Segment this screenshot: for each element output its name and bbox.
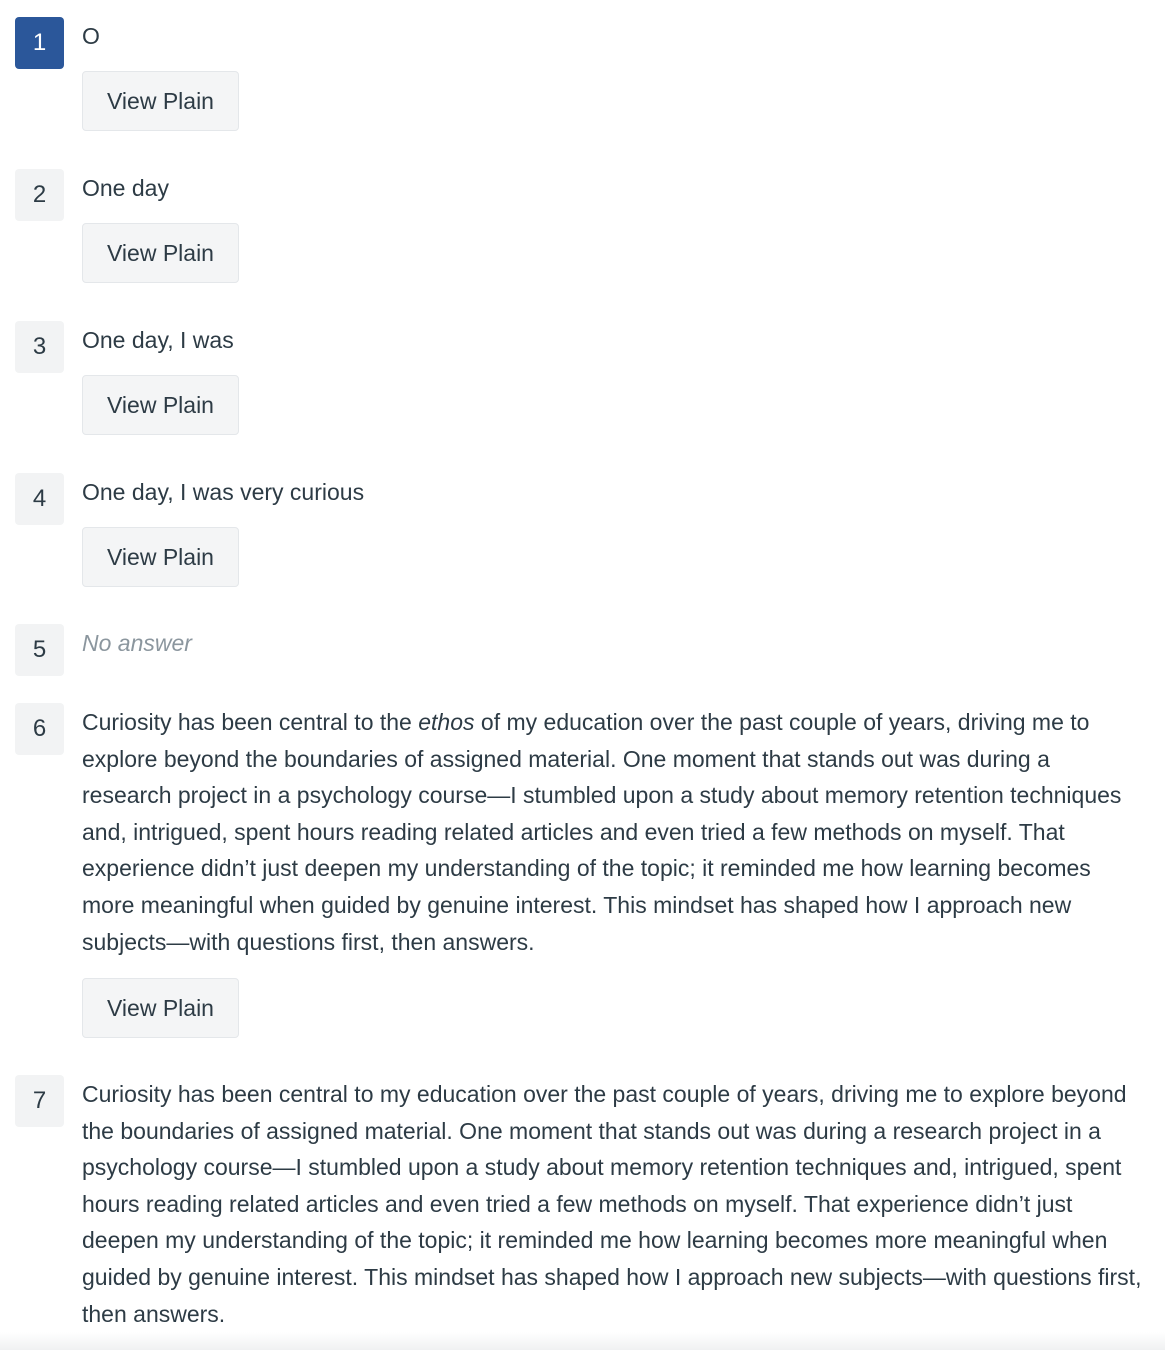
no-answer-text: No answer (82, 630, 192, 656)
view-plain-button[interactable]: View Plain (82, 527, 239, 587)
version-text (82, 704, 1142, 960)
version-number-badge[interactable]: 3 (15, 321, 64, 373)
version-number-badge[interactable]: 5 (15, 624, 64, 676)
version-content (82, 1075, 1142, 1332)
text-segment: of my education over the past couple of years, driving me to explore beyond the boundaries of assigned material. One moment that stands out was during a research project in a psychology course—I stumbled upon a study about memory retention techniques and, intrigued, spent hours reading related articles and even tried a few methods on myself. That experience didn’t just deepen my understanding of the topic; it reminded me how learning becomes more meaningful when guided by genuine interest. This mindset has shaped how I approach new subjects—with questions first, then answers. (82, 709, 1122, 955)
version-text: One day (82, 175, 169, 201)
view-plain-button[interactable]: View Plain (82, 223, 239, 283)
view-plain-button[interactable]: View Plain (82, 71, 239, 131)
version-content (82, 17, 1142, 131)
view-plain-button[interactable]: View Plain (82, 375, 239, 435)
text-segment: Curiosity has been central to the (82, 709, 419, 735)
version-text: One day, I was (82, 327, 234, 353)
version-number-badge[interactable]: 1 (15, 17, 64, 69)
version-number-badge[interactable]: 6 (15, 703, 64, 755)
version-text: One day, I was very curious (82, 479, 365, 505)
version-text: O (82, 23, 100, 49)
scroll-fade (0, 1332, 1165, 1350)
view-plain-button[interactable]: View Plain (82, 978, 239, 1038)
emphasized-word: ethos (418, 709, 475, 735)
version-number-badge[interactable]: 4 (15, 473, 64, 525)
version-number-badge[interactable]: 7 (15, 1075, 64, 1127)
version-content (82, 169, 1142, 283)
version-number-badge[interactable]: 2 (15, 169, 64, 221)
version-content (82, 473, 1142, 587)
version-text: Curiosity has been central to my education over the past couple of years, driving me to explore beyond the boundaries of assigned material. One moment that stands out was during a research project in a psychology course—I stumbled upon a study about memory retention techniques and, intrigued, spent hours reading related articles and even tried a few methods on myself. That experience didn’t just deepen my understanding of the topic; it reminded me how learning becomes more meaningful when guided by genuine interest. This mindset has shaped how I approach new subjects—with questions first, then answers. (82, 1081, 1142, 1327)
version-content (82, 703, 1142, 1038)
version-content (82, 624, 1142, 662)
version-content (82, 321, 1142, 435)
